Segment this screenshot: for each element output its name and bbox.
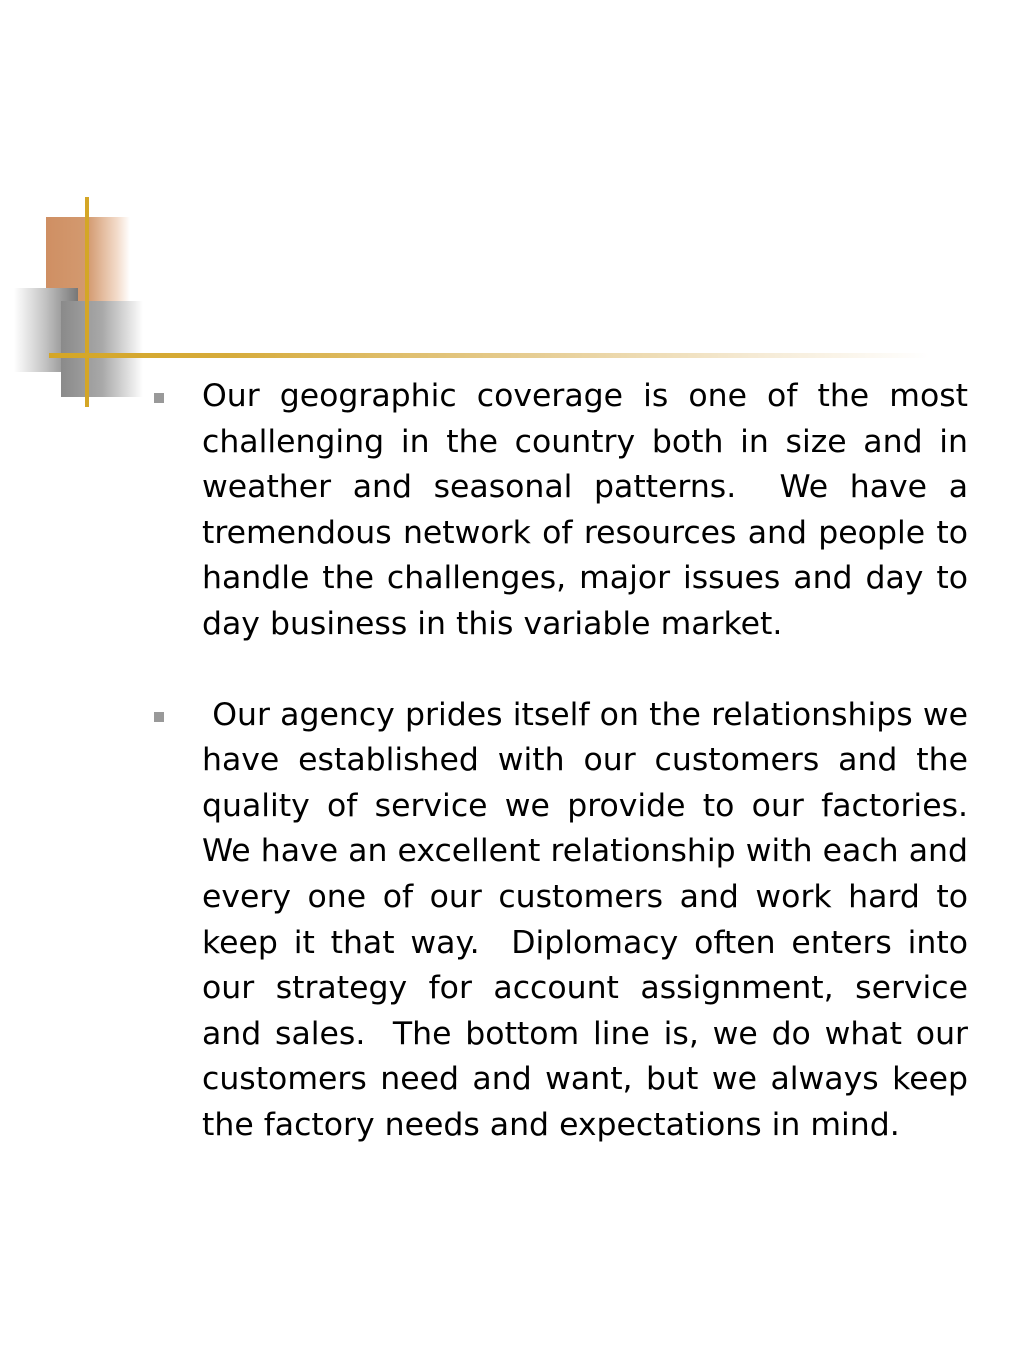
square-bullet-icon: [154, 393, 164, 403]
gray-gradient-square-right: [61, 301, 143, 397]
square-bullet-icon: [154, 712, 164, 722]
bullet-text: Our agency prides itself on the relationships we have established with our customers and the quality of service we provide to our factories. We have an excellent relationship with each and every one of our customers and work hard to keep it that way. Diplomacy often enters into our strategy for account assignment, service and sales. The bottom line is, we do what our customers need and want, but we always keep the factory needs and expectations in mind.: [202, 696, 989, 1143]
slide-body: [152, 374, 989, 1194]
bullet-item: [152, 693, 989, 1149]
bullet-text: Our geographic coverage is one of the most challenging in the country both in size and in weather and seasonal patterns. We have a tremendous network of resources and people to handle the challenges, major issues and day to day business in this variable market.: [202, 378, 979, 642]
bullet-item: [152, 374, 979, 648]
gold-horizontal-rule: [49, 353, 929, 358]
decorative-header-graphic: [0, 0, 1024, 420]
gold-vertical-line: [85, 197, 89, 407]
